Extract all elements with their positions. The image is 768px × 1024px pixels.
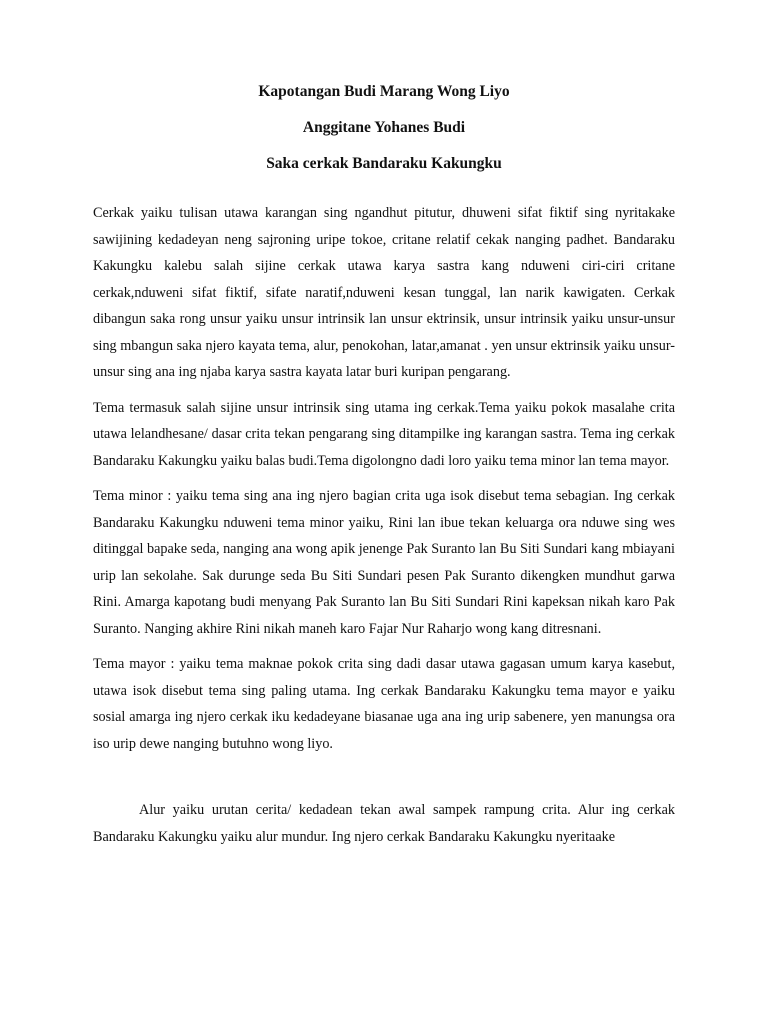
document-author: Anggitane Yohanes Budi xyxy=(302,119,466,136)
paragraph-tema-minor: Tema minor : yaiku tema sing ana ing njero bagian crita uga isok disebut tema sebagian. Ing cerkak Bandaraku Kakungku nduweni tema minor yaiku, Rini lan ibue tekan keluarga ora nduwe sing wes ditinggal bapake seda, nanging ana wong apik jenenge Pak Suranto lan Bu Siti Sundari kang mbiayani urip lan sekolahe. Sak durunge seda Bu Siti Sundari pesen Pak Suranto dikengken mundhut garwa Rini. Amarga kapotang budi menyang Pak Suranto lan Bu Siti Sundari Rini kapeksan nikah karo Pak Suranto. Nanging akhire Rini nikah maneh karo Fajar Nur Raharjo wong kang ditresnani. xyxy=(93,488,675,637)
paragraph-alur: Alur yaiku urutan cerita/ kedadean tekan awal sampek rampung crita. Alur ing cerkak Bandaraku Kakungku yaiku alur mundur. Ing njero cerkak Bandaraku Kakungku nyeritaake xyxy=(93,802,675,845)
paragraph-tema-mayor: Tema mayor : yaiku tema maknae pokok crita sing dadi dasar utawa gagasan umum karya kasebut, utawa isok disebut tema sing paling utama. Ing cerkak Bandaraku Kakungku tema mayor e yaiku sosial amarga ing njero cerkak iku kedadeyane biasanae uga ana ing urip sabenere, yen manungsa ora iso urip dewe nanging butuhno wong liyo. xyxy=(93,656,675,752)
document-source: Saka cerkak Bandaraku Kakungku xyxy=(266,155,502,172)
title-block xyxy=(93,82,675,174)
paragraph-cerkak-definition: Cerkak yaiku tulisan utawa karangan sing ngandhut pitutur, dhuweni sifat fiktif sing nyritakake sawijining kedadeyan neng sajroning uripe tokoe, critane relatif cekak nanging padhet. Bandaraku Kakungku kalebu salah sijine cerkak utawa karya sastra kang nduweni ciri-ciri critane cerkak,nduweni sifat fiktif, sifate naratif,nduweni kesan tunggal, lan narik kawigaten. Cerkak dibangun saka rong unsur yaiku unsur intrinsik lan unsur ektrinsik, unsur intrinsik yaiku unsur-unsur sing mbangun saka njero kayata tema, alur, penokohan, latar,amanat . yen unsur ektrinsik yaiku unsur-unsur sing ana ing njaba karya sastra kayata latar buri kuripan pengarang. xyxy=(93,205,675,380)
paragraph-tema: Tema termasuk salah sijine unsur intrinsik sing utama ing cerkak.Tema yaiku pokok masalahe crita utawa lelandhesane/ dasar crita tekan pengarang sing ditampilke ing karangan sastra. Tema ing cerkak Bandaraku Kakungku yaiku balas budi.Tema digolongno dadi loro yaiku tema minor lan tema mayor. xyxy=(93,399,675,469)
document-title: Kapotangan Budi Marang Wong Liyo xyxy=(258,83,510,100)
